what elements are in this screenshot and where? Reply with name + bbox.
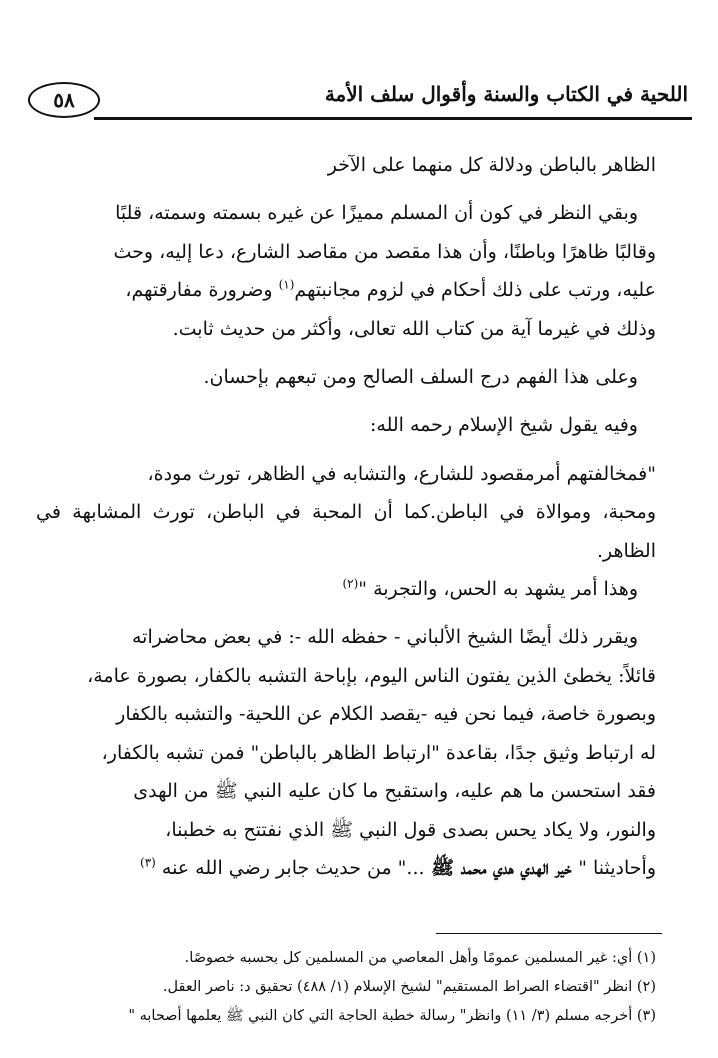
paragraph-line: فقد استحسن ما هم عليه، واستقبح ما كان عليه النبي ﷺ من الهدى <box>133 780 656 803</box>
paragraph-line: قائلاً: يخطئ الذين يفتون الناس اليوم، بإباحة التشبه بالكفار، بصورة عامة، <box>87 664 656 687</box>
hadith-quote: خير الهدي هدي محمد ﷺ <box>424 856 579 879</box>
footnote-2: (٢) انظر "اقتضاء الصراط المستقيم" لشيخ الإسلام (١/ ٤٨٨) تحقيق د: ناصر العقل. <box>162 979 656 995</box>
paragraph-line: الظاهر بالباطن ودلالة كل منهما على الآخر <box>327 154 656 176</box>
footnote-3: (٣) أخرجه مسلم (٣/ ١١) وانظر" رسالة خطبة الحاجة التي كان النبي ﷺ يعلمها أصحابه " <box>128 1008 656 1024</box>
running-title: اللحية في الكتاب والسنة وأقوال سلف الأمة <box>324 82 688 106</box>
text-span: وضرورة مفارقتهم، <box>125 279 279 302</box>
footnote-marker: (٣) <box>140 855 156 870</box>
quote-line: ومحبة، وموالاة في الباطن.كما أن المحبة في الباطن، تورث المشابهة في الظاهر. <box>36 501 656 562</box>
text-span: ..." من حديث جابر رضي الله عنه <box>155 856 425 879</box>
body-text <box>36 146 656 887</box>
footnote-1: (١) أي: غير المسلمين عمومًا وأهل المعاصي من المسلمين كل بحسبه خصوصًا. <box>184 950 656 966</box>
footnote-marker: (١) <box>278 277 295 292</box>
paragraph-line: وبصورة خاصة، فيما نحن فيه -يقصد الكلام عن اللحية- والتشبه بالكفار <box>116 703 656 726</box>
paragraph-line: وفيه يقول شيخ الإسلام رحمه الله: <box>370 414 638 437</box>
header-rule <box>94 117 692 120</box>
paragraph-line: والنور، ولا يكاد يحس بصدى قول النبي ﷺ الذي نفتتح به خطبنا، <box>165 818 656 841</box>
paragraph-line: وبقي النظر في كون أن المسلم مميزًا عن غيره بسمته وسمته، قلبًا <box>115 202 638 225</box>
paragraph-line: وذلك في غيرما آية من كتاب الله تعالى، وأكثر من حديث ثابت. <box>172 317 656 340</box>
text-span: وهذا أمر يشهد به الحس، والتجربة " <box>358 578 638 601</box>
footnotes <box>36 944 656 1031</box>
quote-line <box>36 570 656 608</box>
text-span: عليه، ورتب على ذلك أحكام في لزوم مجانبتهم <box>294 279 656 302</box>
footnote-separator <box>436 933 662 934</box>
paragraph-line: ويقرر ذلك أيضًا الشيخ الألباني - حفظه الله -: في بعض محاضراته <box>132 626 638 649</box>
quote-line: "فمخالفتهم أمرمقصود للشارع، والتشابه في الظاهر، تورث مودة، <box>147 462 656 485</box>
paragraph-line: له ارتباط وثيق جدًا، بقاعدة "ارتباط الظاهر بالباطن" فمن تشبه بالكفار، <box>101 741 656 764</box>
paragraph-line <box>36 271 656 309</box>
paragraph-line <box>36 849 656 887</box>
page-header <box>28 80 692 122</box>
page-number: ٥٨ <box>28 82 100 118</box>
footnote-marker: (٢) <box>342 576 359 591</box>
text-span: وأحاديثنا " <box>578 856 656 879</box>
paragraph-line: وقالبًا ظاهرًا وباطنًا، وأن هذا مقصد من مقاصد الشارع، دعا إليه، وحث <box>113 240 656 263</box>
paragraph-line: وعلى هذا الفهم درج السلف الصالح ومن تبعهم بإحسان. <box>203 366 638 389</box>
